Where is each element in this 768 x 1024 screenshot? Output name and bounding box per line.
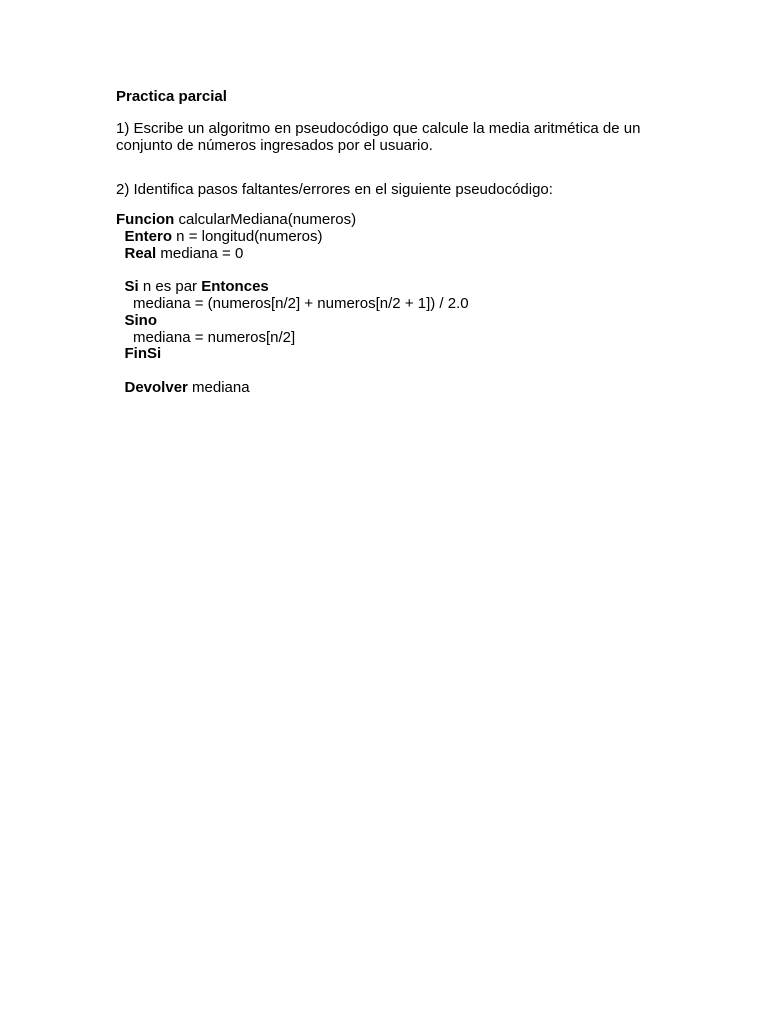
keyword-devolver: Devolver — [124, 378, 188, 396]
code-line-devolver — [116, 380, 469, 397]
question-1: 1) Escribe un algoritmo en pseudocódigo que calcule la media aritmética de un conjunto de números ingresados por el usuario. — [116, 120, 641, 154]
code-line-mediana-par: mediana = (numeros[n/2] + numeros[n/2 + 1]) / 2.0 — [133, 294, 469, 312]
code-blank-line — [116, 262, 469, 279]
code-blank-line — [116, 363, 469, 380]
code-text: mediana — [187, 378, 250, 396]
keyword-entonces: Entonces — [201, 278, 269, 296]
question-2: 2) Identifica pasos faltantes/errores en el siguiente pseudocódigo: — [116, 181, 553, 198]
keyword-si: Si — [124, 278, 139, 296]
keyword-finsi: FinSi — [124, 345, 162, 363]
code-line-si — [116, 279, 469, 296]
keyword-real: Real — [124, 244, 157, 262]
code-text: n es par — [138, 278, 202, 296]
code-line-finsi — [116, 346, 469, 363]
code-line-mediana-impar: mediana = numeros[n/2] — [133, 328, 296, 346]
pseudocode-block — [116, 212, 469, 397]
keyword-entero: Entero — [124, 227, 173, 245]
code-line-entero — [116, 229, 469, 246]
code-line-sino — [116, 313, 469, 330]
code-text: mediana = 0 — [156, 244, 244, 262]
code-line-real — [116, 246, 469, 263]
code-text: n = longitud(numeros) — [172, 227, 323, 245]
keyword-sino: Sino — [124, 311, 157, 329]
keyword-funcion: Funcion — [116, 211, 175, 228]
code-text: calcularMediana(numeros) — [174, 211, 357, 228]
document-title: Practica parcial — [116, 88, 227, 105]
code-line-funcion — [116, 212, 469, 229]
